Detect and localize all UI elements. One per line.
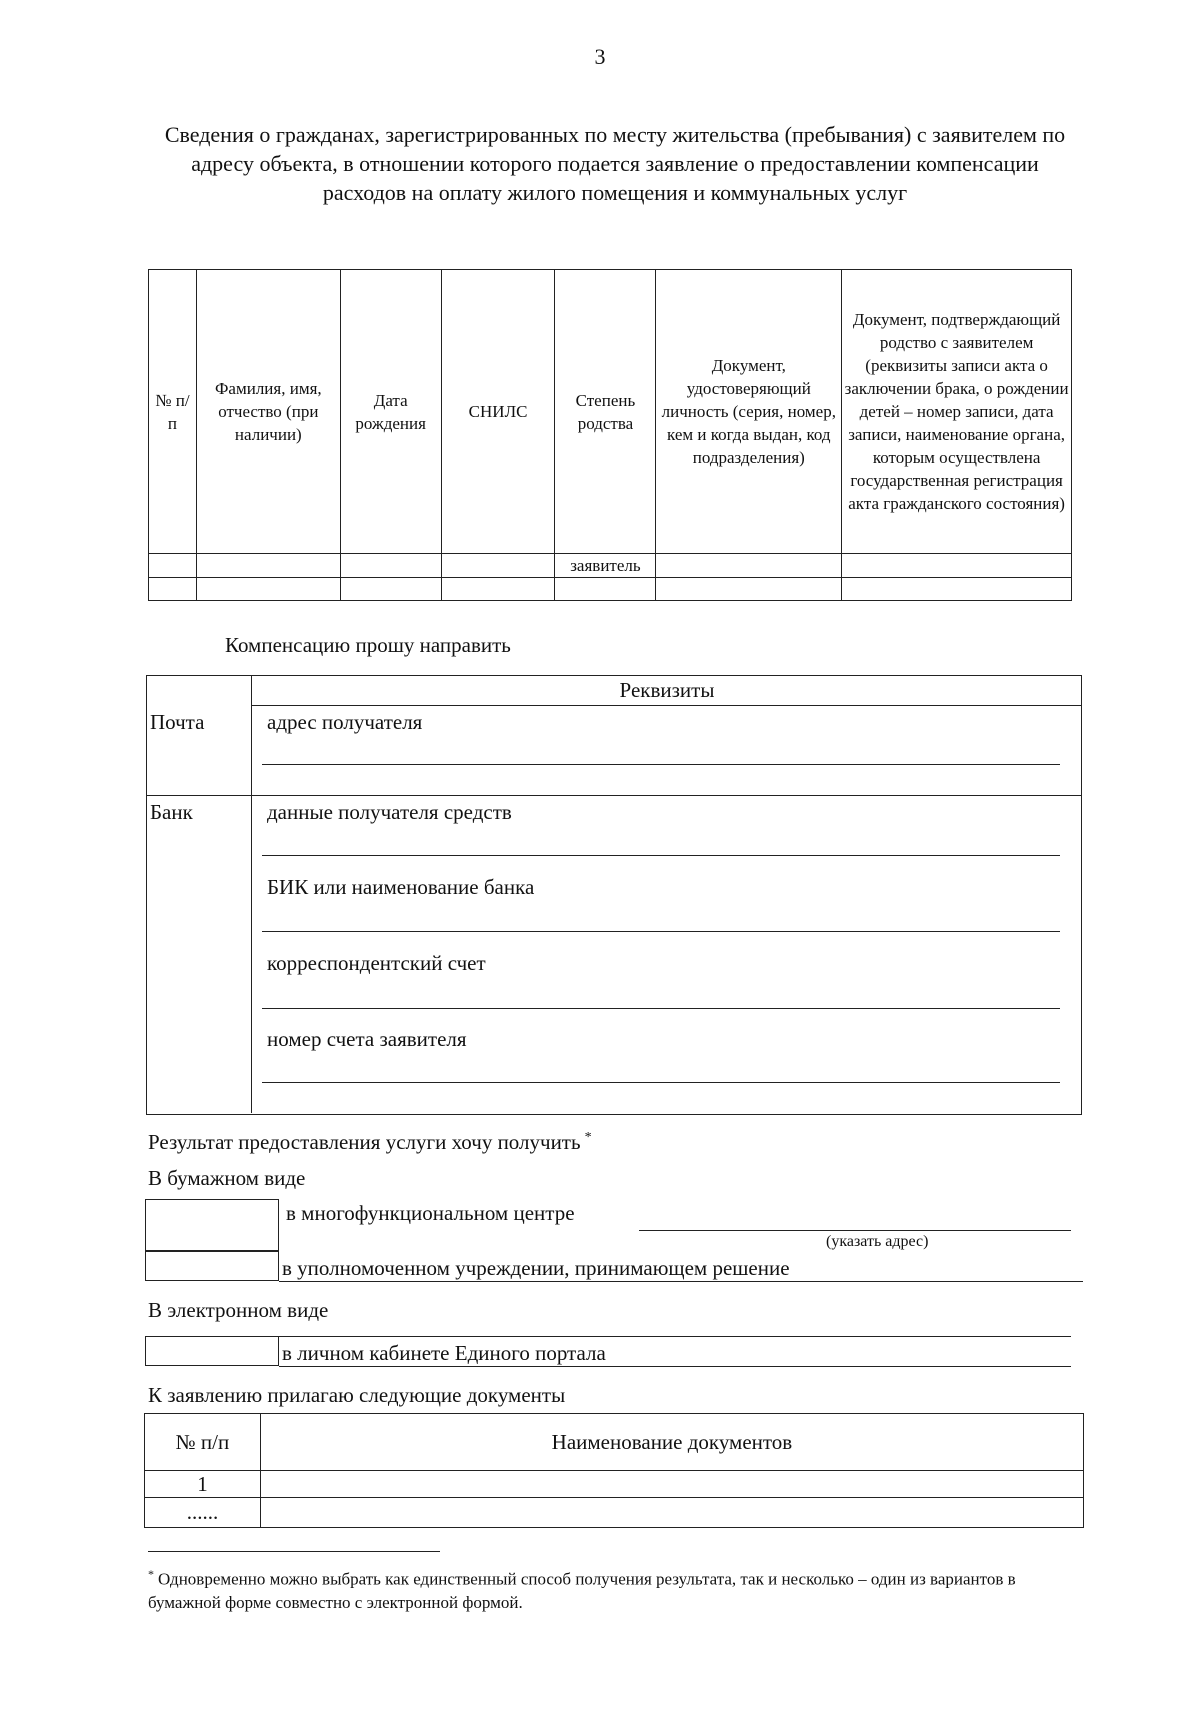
attachments-col-name: Наименование документов xyxy=(260,1414,1083,1471)
table-cell[interactable] xyxy=(196,554,340,578)
footnote-text: Одновременно можно выбрать как единственный способ получения результата, так и несколько – один из вариантов в бумажной форме совместно с электронной формой. xyxy=(148,1569,1016,1612)
table-row xyxy=(145,1498,1084,1528)
mfc-checkbox[interactable] xyxy=(145,1199,279,1251)
col-relation: Степень родства xyxy=(555,270,656,554)
attachments-table xyxy=(144,1413,1084,1528)
row-number: 1 xyxy=(145,1471,261,1498)
document-name-cell[interactable] xyxy=(260,1471,1083,1498)
table-row xyxy=(145,1471,1084,1498)
table-cell[interactable] xyxy=(842,554,1072,578)
table-cell[interactable] xyxy=(842,578,1072,601)
attachments-title: К заявлению прилагаю следующие документы xyxy=(148,1383,566,1407)
attachments-header xyxy=(145,1414,1084,1471)
col-kinship-doc: Документ, подтверждающий родство с заявителем (реквизиты записи акта о заключении брака, о рождении детей – номер записи, дата записи, наименование органа, которым осуществлена государственная регистрация акта гражданского состояния) xyxy=(842,270,1072,554)
table-row xyxy=(149,578,1072,601)
option-authority: в уполномоченном учреждении, принимающем решение xyxy=(282,1256,790,1280)
bank-bik-input[interactable] xyxy=(262,931,1060,932)
bank-recipient-label: данные получателя средств xyxy=(267,800,512,824)
applicant-relation-cell: заявитель xyxy=(555,554,656,578)
mail-label: Почта xyxy=(150,710,205,734)
table-cell[interactable] xyxy=(149,578,197,601)
row-number: ...... xyxy=(145,1498,261,1528)
col-identity-doc: Документ, удостоверяющий личность (серия, номер, кем и когда выдан, код подразделения) xyxy=(656,270,842,554)
footnote-mark: * xyxy=(148,1567,154,1581)
table-row xyxy=(149,554,1072,578)
address-hint: (указать адрес) xyxy=(826,1233,929,1250)
requisites-header: Реквизиты xyxy=(619,678,715,702)
table-cell[interactable] xyxy=(340,554,441,578)
portal-underline xyxy=(279,1366,1071,1367)
mail-address-input[interactable] xyxy=(262,764,1060,765)
bank-recipient-input[interactable] xyxy=(262,855,1060,856)
table-cell[interactable] xyxy=(441,578,555,601)
electronic-title: В электронном виде xyxy=(148,1298,329,1322)
col-snils: СНИЛС xyxy=(441,270,555,554)
bank-corr-input[interactable] xyxy=(262,1008,1060,1009)
mail-bank-divider xyxy=(146,795,1082,796)
result-title-text: Результат предоставления услуги хочу получить xyxy=(148,1130,581,1154)
table-cell[interactable] xyxy=(340,578,441,601)
table-cell[interactable] xyxy=(555,578,656,601)
table-cell[interactable] xyxy=(441,554,555,578)
mail-address-label: адрес получателя xyxy=(267,710,423,734)
option-mfc: в многофункциональном центре xyxy=(286,1201,575,1225)
bank-account-label: номер счета заявителя xyxy=(267,1027,467,1051)
col-full-name: Фамилия, имя, отчество (при наличии) xyxy=(196,270,340,554)
mfc-address-input[interactable] xyxy=(639,1230,1071,1231)
portal-topline xyxy=(279,1336,1071,1337)
page-number: 3 xyxy=(594,44,606,69)
result-title xyxy=(148,1130,592,1155)
col-birth-date: Дата рождения xyxy=(340,270,441,554)
section-title: Сведения о гражданах, зарегистрированных по месту жительства (пребывания) с заявителем по адресу объекта, в отношении которого подается заявление о предоставлении компенсации расходов на оплату жилого помещения и коммунальных услуг xyxy=(164,122,1066,205)
requisites-column-divider xyxy=(251,675,252,1113)
footnote xyxy=(148,1563,1078,1614)
option-portal: в личном кабинете Единого портала xyxy=(282,1341,606,1365)
requisites-block xyxy=(146,675,1082,1115)
footnote-separator xyxy=(148,1551,440,1552)
bank-corr-label: корреспондентский счет xyxy=(267,951,486,975)
bank-bik-label: БИК или наименование банка xyxy=(267,875,535,899)
table-cell[interactable] xyxy=(656,578,842,601)
table-cell[interactable] xyxy=(196,578,340,601)
portal-checkbox[interactable] xyxy=(145,1336,279,1366)
citizens-table xyxy=(148,269,1072,601)
table-cell[interactable] xyxy=(656,554,842,578)
result-footnote-mark: * xyxy=(584,1130,592,1145)
compensation-title: Компенсацию прошу направить xyxy=(225,633,511,657)
attachments-col-num: № п/п xyxy=(145,1414,261,1471)
document-name-cell[interactable] xyxy=(260,1498,1083,1528)
table-cell[interactable] xyxy=(149,554,197,578)
requisites-header-line xyxy=(252,705,1082,706)
col-number: № п/п xyxy=(149,270,197,554)
authority-checkbox[interactable] xyxy=(145,1251,279,1281)
citizens-table-header xyxy=(149,270,1072,554)
bank-label: Банк xyxy=(150,800,193,824)
paper-title: В бумажном виде xyxy=(148,1166,306,1190)
bank-account-input[interactable] xyxy=(262,1082,1060,1083)
authority-underline xyxy=(279,1281,1083,1282)
